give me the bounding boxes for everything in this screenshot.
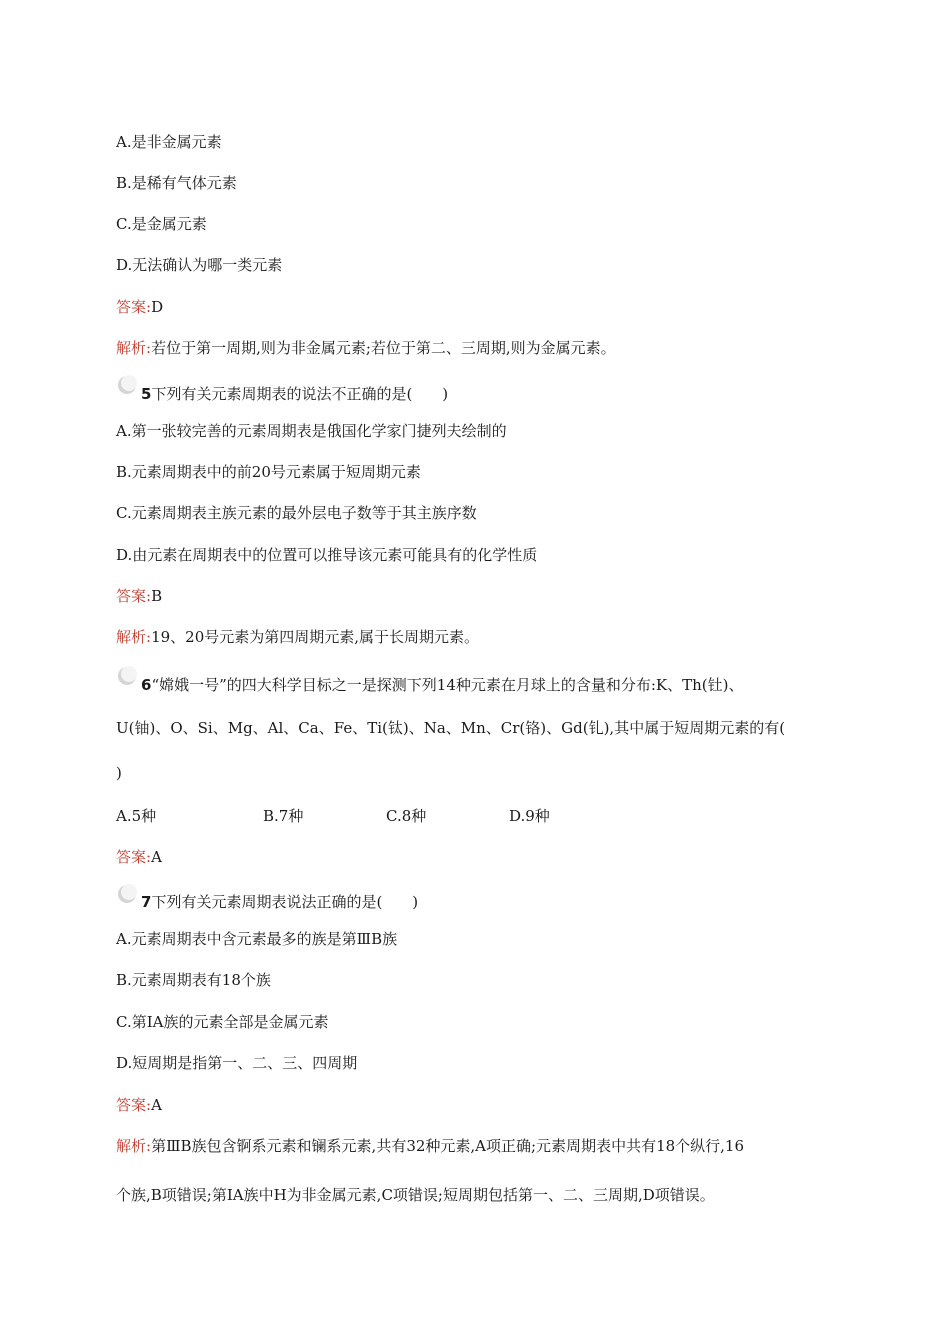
q5-option-d: D.由元素在周期表中的位置可以推导该元素可能具有的化学性质: [116, 546, 538, 564]
q6-option-d: D.9种: [509, 807, 550, 825]
question-text: 下列有关元素周期表的说法不正确的是( ): [151, 385, 449, 403]
answer-label: 答案:: [116, 587, 152, 605]
q4-option-c: C.是金属元素: [116, 215, 207, 233]
question-text: “嫦娥一号”的四大科学目标之一是探测下列14种元素在月球上的含量和分布:K、Th(钍)、: [151, 676, 744, 694]
question-number: 6: [141, 676, 152, 694]
q4-option-a: A.是非金属元素: [116, 133, 222, 151]
q7-analysis-line2: 个族,B项错误;第ⅠA族中H为非金属元素,C项错误;短周期包括第一、二、三周期,D项错误。: [116, 1186, 715, 1204]
analysis-text: 第ⅢB族包含锕系元素和镧系元素,共有32种元素,A项正确;元素周期表中共有18个纵行,16: [151, 1137, 745, 1155]
question-marker-icon: [116, 884, 138, 904]
answer-label: 答案:: [116, 848, 152, 866]
question-number: 7: [141, 893, 152, 911]
analysis-text: 19、20号元素为第四周期元素,属于长周期元素。: [151, 628, 480, 646]
q7-option-c: C.第ⅠA族的元素全部是金属元素: [116, 1013, 329, 1031]
analysis-text: 若位于第一周期,则为非金属元素;若位于第二、三周期,则为金属元素。: [151, 339, 616, 357]
question-text: 下列有关元素周期表说法正确的是( ): [151, 893, 419, 911]
q7-stem: [141, 892, 418, 912]
answer-value: A: [151, 1096, 162, 1114]
q6-stem-line3: ): [116, 764, 122, 782]
q4-option-b: B.是稀有气体元素: [116, 174, 237, 192]
analysis-label: 解析:: [116, 1137, 152, 1155]
q5-option-b: B.元素周期表中的前20号元素属于短周期元素: [116, 463, 421, 481]
answer-label: 答案:: [116, 1096, 152, 1114]
q5-option-c: C.元素周期表主族元素的最外层电子数等于其主族序数: [116, 504, 477, 522]
q5-stem: [141, 384, 448, 404]
q6-stem-line2: U(铀)、O、Si、Mg、Al、Ca、Fe、Ti(钛)、Na、Mn、Cr(铬)、Gd(钆),其中属于短周期元素的有(: [116, 719, 786, 737]
q4-answer: [116, 297, 163, 317]
q6-option-a: A.5种: [116, 807, 157, 825]
q4-option-d: D.无法确认为哪一类元素: [116, 256, 283, 274]
q7-option-d: D.短周期是指第一、二、三、四周期: [116, 1054, 358, 1072]
question-number: 5: [141, 385, 152, 403]
analysis-label: 解析:: [116, 628, 152, 646]
q5-option-a: A.第一张较完善的元素周期表是俄国化学家门捷列夫绘制的: [116, 422, 507, 440]
answer-value: D: [151, 298, 164, 316]
q6-stem-line1: [141, 675, 744, 695]
answer-value: B: [151, 587, 163, 605]
q5-answer: [116, 586, 162, 606]
q6-option-c: C.8种: [386, 807, 427, 825]
q6-answer: [116, 847, 162, 867]
question-marker-icon: [116, 666, 138, 686]
q7-answer: [116, 1095, 162, 1115]
answer-label: 答案:: [116, 298, 152, 316]
answer-value: A: [151, 848, 162, 866]
q5-analysis: [116, 627, 479, 647]
analysis-label: 解析:: [116, 339, 152, 357]
q7-analysis-line1: [116, 1136, 744, 1156]
q7-option-b: B.元素周期表有18个族: [116, 971, 271, 989]
question-marker-icon: [116, 375, 138, 395]
q4-analysis: [116, 338, 616, 358]
q7-option-a: A.元素周期表中含元素最多的族是第ⅢB族: [116, 930, 398, 948]
q6-option-b: B.7种: [263, 807, 304, 825]
